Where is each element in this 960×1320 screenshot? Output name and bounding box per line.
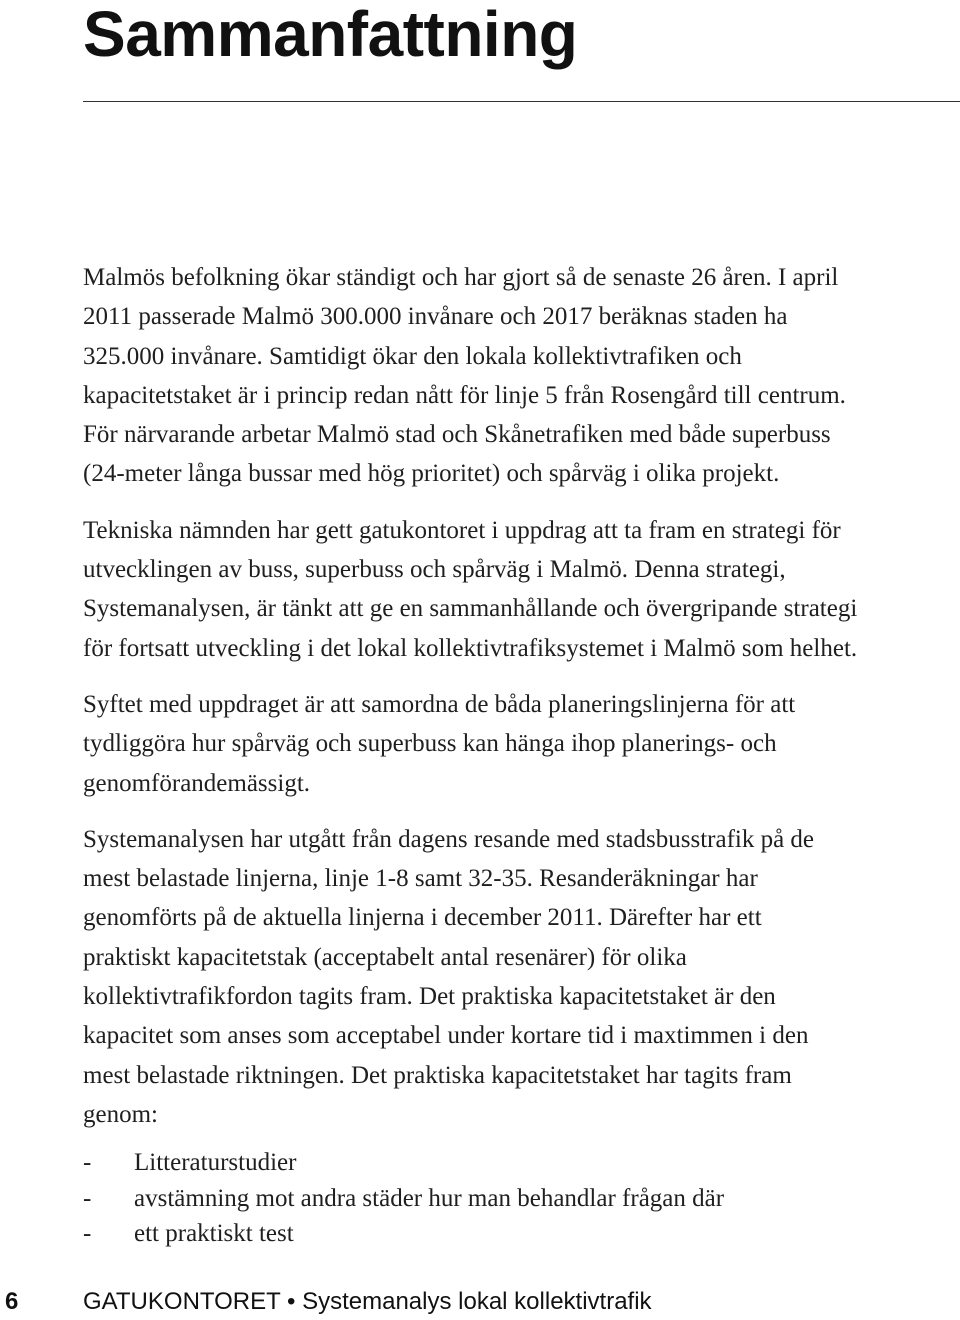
list-dash: - xyxy=(83,1149,92,1177)
paragraph-purpose xyxy=(83,685,959,803)
text-line: kapacitet som anses som acceptabel under kortare tid i maxtimmen i den xyxy=(83,1022,809,1050)
method-list xyxy=(83,1145,959,1252)
running-title: GATUKONTORET • Systemanalys lokal kollektivtrafik xyxy=(83,1288,652,1315)
body-text xyxy=(83,258,959,1252)
text-line: praktiskt kapacitetstak (acceptabelt antal resenärer) för olika xyxy=(83,943,687,971)
text-line: Syftet med uppdraget är att samordna de båda planeringslinjerna för att xyxy=(83,690,796,718)
list-item-text: ett praktiskt test xyxy=(134,1220,294,1248)
text-line: genomförandemässigt. xyxy=(83,769,311,797)
text-line: Malmös befolkning ökar ständigt och har gjort så de senaste 26 åren. I april xyxy=(83,264,839,291)
list-item xyxy=(83,1181,959,1217)
text-line: mest belastade riktningen. Det praktiska kapacitetstaket har tagits fram xyxy=(83,1061,792,1089)
text-line: genom: xyxy=(83,1100,158,1128)
text-line: 325.000 invånare. Samtidigt ökar den lokala kollektivtrafiken och xyxy=(83,342,742,370)
page-number: 6 xyxy=(5,1288,19,1315)
text-line: För närvarande arbetar Malmö stad och Skånetrafiken med både superbuss xyxy=(83,421,831,449)
paragraph-assignment xyxy=(83,511,959,668)
list-dash: - xyxy=(83,1220,92,1248)
paragraph-method xyxy=(83,820,959,1134)
text-line: (24-meter långa bussar med hög prioritet) och spårväg i olika projekt. xyxy=(83,460,780,488)
text-line: genomförts på de aktuella linjerna i december 2011. Därefter har ett xyxy=(83,904,762,932)
text-line: Systemanalysen har utgått från dagens resande med stadsbusstrafik på de xyxy=(83,825,815,853)
list-item xyxy=(83,1216,959,1252)
text-line: kapacitetstaket är i princip redan nått för linje 5 från Rosengård till centrum. xyxy=(83,381,846,409)
page-title: Sammanfattning xyxy=(83,0,578,70)
text-line: tydliggöra hur spårväg och superbuss kan hänga ihop planerings- och xyxy=(83,730,777,758)
list-item xyxy=(83,1145,959,1181)
text-line: Systemanalysen, är tänkt att ge en sammanhållande och övergripande strategi xyxy=(83,595,858,623)
list-item-text: Litteraturstudier xyxy=(134,1149,297,1177)
list-dash: - xyxy=(83,1184,92,1212)
text-line: kollektivtrafikfordon tagits fram. Det praktiska kapacitetstaket är den xyxy=(83,983,776,1011)
text-line: utvecklingen av buss, superbuss och spårväg i Malmö. Denna strategi, xyxy=(83,556,786,584)
title-divider xyxy=(83,101,960,102)
list-item-text: avstämning mot andra städer hur man behandlar frågan där xyxy=(134,1184,725,1212)
text-line: Tekniska nämnden har gett gatukontoret i uppdrag att ta fram en strategi för xyxy=(83,516,841,544)
paragraph-population xyxy=(83,258,959,494)
text-line: 2011 passerade Malmö 300.000 invånare och 2017 beräknas staden ha xyxy=(83,303,788,331)
text-line: för fortsatt utveckling i det lokal kollektivtrafiksystemet i Malmö som helhet. xyxy=(83,634,858,662)
text-line: mest belastade linjerna, linje 1-8 samt 32-35. Resanderäkningar har xyxy=(83,865,758,893)
